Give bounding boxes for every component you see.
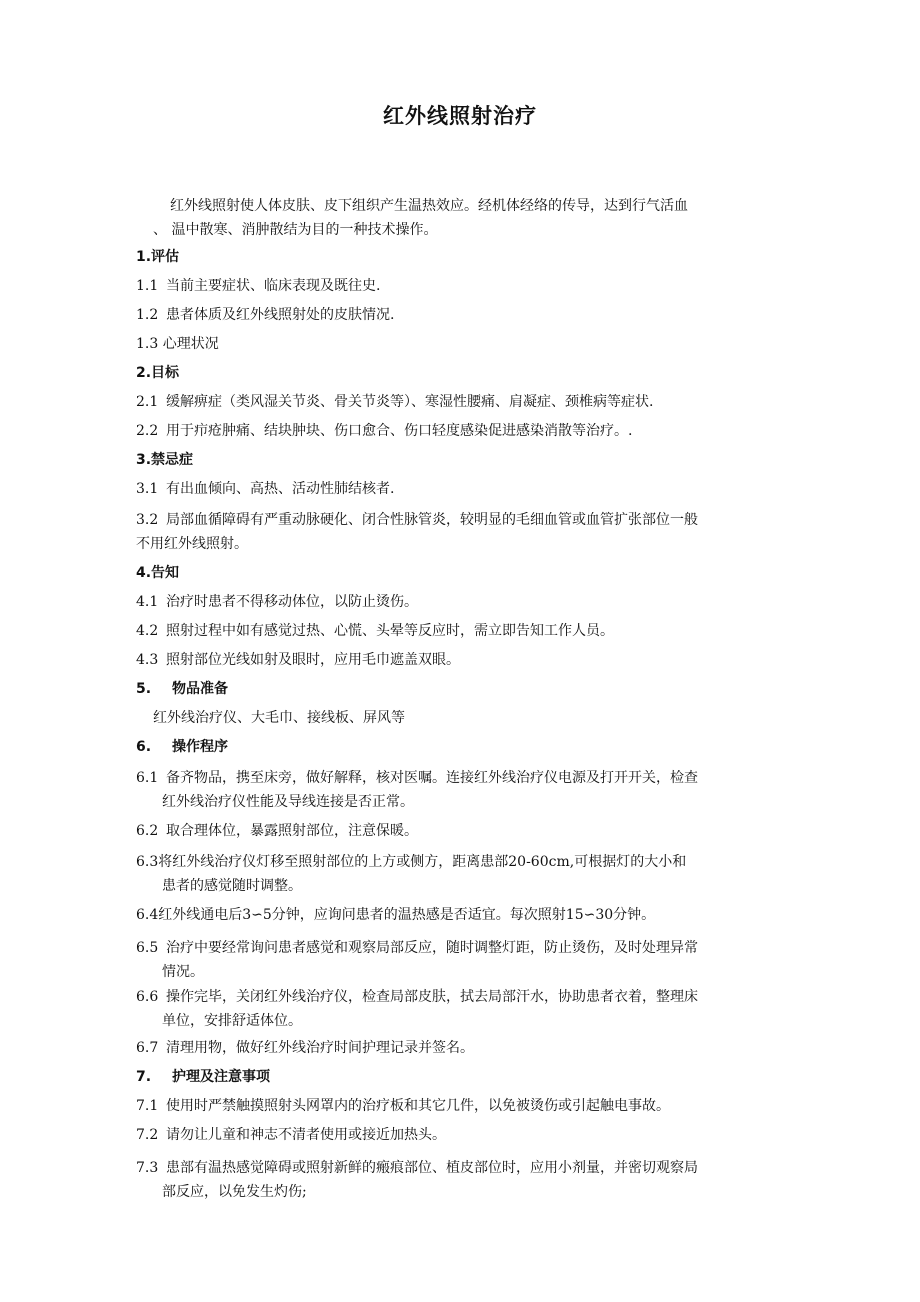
list-item [136,619,614,643]
list-item [136,766,698,790]
item-number: 1.2 [136,307,159,323]
item-text: 心理状况 [162,336,219,352]
list-item [136,936,698,960]
item-text: 将红外线治疗仪灯移至照射部位的上方或侧方，距离患部20-60cm,可根据灯的大小和 [158,854,687,870]
section-number: 7. [136,1069,152,1085]
list-item [136,332,219,356]
item-number: 7.1 [136,1098,159,1114]
item-text: 使用时严禁触摸照射头网罩内的治疗板和其它几件，以免被烫伤或引起触电事故。 [166,1098,670,1114]
item-continuation: 红外线治疗仪性能及导线连接是否正常。 [162,794,414,810]
item-number: 4.2 [136,623,159,639]
item-text: 红外线通电后3∽5分钟，应询问患者的温热感是否适宜。每次照射15∽30分钟。 [158,907,656,923]
item-number: 6.6 [136,989,159,1005]
item-continuation: 部反应，以免发生灼伤; [162,1184,307,1200]
item-text: 治疗中要经常询问患者感觉和观察局部反应，随时调整灯距，防止烫伤，及时处理异常 [166,940,698,956]
list-item [136,985,698,1009]
section-title: 操作程序 [172,739,228,755]
section-heading-precautions [136,1065,270,1089]
item-number: 4.1 [136,594,159,610]
list-item [136,590,418,614]
list-item [136,274,380,298]
list-item [136,1123,446,1147]
item-text: 操作完毕，关闭红外线治疗仪，检查局部皮肤，拭去局部汗水，协助患者衣着，整理床 [166,989,698,1005]
item-continuation: 情况。 [162,964,204,980]
item-number: 1.1 [136,278,159,294]
list-item [136,303,394,327]
item-text: 照射过程中如有感觉过热、心慌、头晕等反应时，需立即告知工作人员。 [166,623,614,639]
item-text: 取合理体位，暴露照射部位，注意保暖。 [166,823,418,839]
item-continuation: 患者的感觉随时调整。 [162,878,302,894]
list-item [136,1156,698,1180]
section-heading-supplies [136,677,228,701]
list-item [136,477,394,501]
item-text: 用于疖疮肿痛、结块肿块、伤口愈合、伤口轻度感染促进感染消散等治疗。. [166,423,633,439]
item-number: 6.7 [136,1040,159,1056]
section-title: 护理及注意事项 [172,1069,270,1085]
item-text: 缓解痹症（类风湿关节炎、骨关节炎等）、寒湿性腰痛、肩凝症、颈椎病等症状. [166,394,654,410]
list-item [136,419,632,443]
list-item [136,648,460,672]
item-number: 6.1 [136,770,159,786]
section-number: 5. [136,681,152,697]
item-number: 6.2 [136,823,159,839]
section-heading-assessment: 1.评估 [136,249,180,265]
item-number: 2.1 [136,394,159,410]
item-text: 局部血循障碍有严重动脉硬化、闭合性脉管炎，较明显的毛细血管或血管扩张部位一般 [166,512,698,528]
item-text: 有出血倾向、高热、活动性肺结核者. [166,481,395,497]
item-text: 患部有温热感觉障碍或照射新鲜的瘢痕部位、植皮部位时，应用小剂量，并密切观察局 [166,1160,698,1176]
section-heading-contraindications: 3.禁忌症 [136,452,194,468]
item-number: 6.5 [136,940,159,956]
supplies-text: 红外线治疗仪、大毛巾、接线板、屏风等 [153,710,405,726]
item-number: 6.4 [136,907,159,923]
item-number: 7.3 [136,1160,159,1176]
item-text: 请勿让儿童和神志不清者使用或接近加热头。 [166,1127,446,1143]
item-number: 1.3 [136,336,159,352]
item-number: 7.2 [136,1127,159,1143]
item-number: 4.3 [136,652,159,668]
item-text: 备齐物品，携至床旁，做好解释，核对医嘱。连接红外线治疗仪电源及打开开关，检查 [166,770,698,786]
item-number: 3.1 [136,481,159,497]
section-heading-notice: 4.告知 [136,565,180,581]
list-item [136,1036,474,1060]
intro-line-1: 红外线照射使人体皮肤、皮下组织产生温热效应。经机体经络的传导，达到行气活血 [170,198,688,214]
item-number: 6.3 [136,854,159,870]
item-text: 当前主要症状、临床表现及既往史. [166,278,381,294]
item-text: 照射部位光线如射及眼时，应用毛巾遮盖双眼。 [166,652,460,668]
item-text: 治疗时患者不得移动体位，以防止烫伤。 [166,594,418,610]
item-number: 3.2 [136,512,159,528]
list-item [136,850,686,874]
item-text: 患者体质及红外线照射处的皮肤情况. [166,307,395,323]
item-text: 清理用物，做好红外线治疗时间护理记录并签名。 [166,1040,474,1056]
section-heading-procedure [136,735,228,759]
intro-line-2: 、 温中散寒、消肿散结为目的一种技术操作。 [153,222,438,238]
item-continuation: 不用红外线照射。 [136,536,248,552]
section-title: 物品准备 [172,681,228,697]
list-item [136,819,418,843]
item-continuation: 单位，安排舒适体位。 [162,1013,302,1029]
list-item [136,903,655,927]
list-item [136,508,698,532]
item-number: 2.2 [136,423,159,439]
section-number: 6. [136,739,152,755]
list-item [136,390,653,414]
list-item [136,1094,670,1118]
page-title: 红外线照射治疗 [383,104,537,128]
section-heading-goals: 2.目标 [136,365,180,381]
